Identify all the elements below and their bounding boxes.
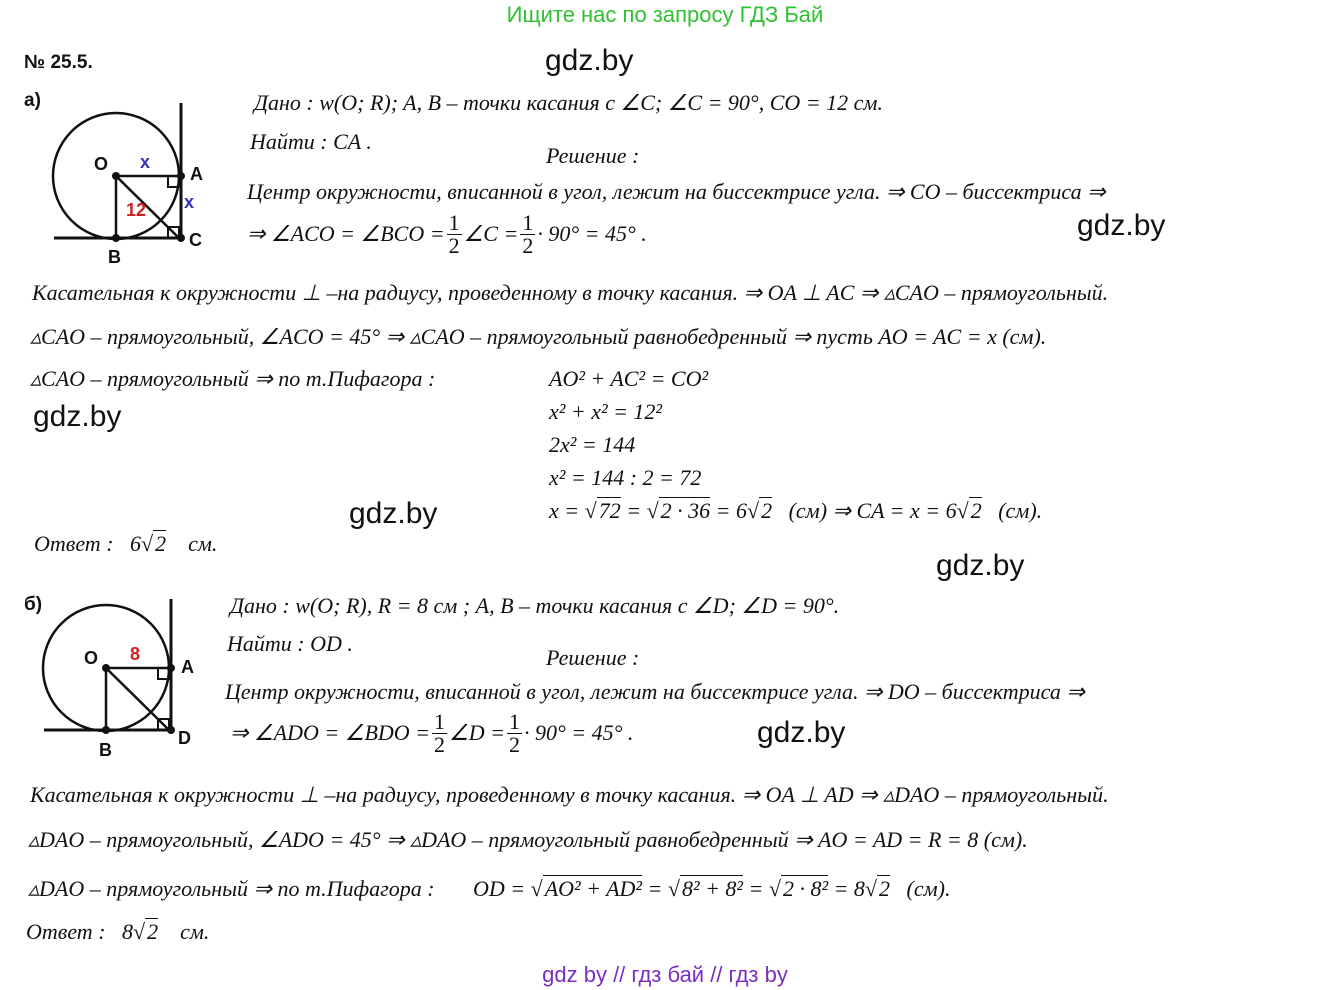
a-line-2-part3: · 90° = 45° . <box>537 221 647 246</box>
answer-unit: см. <box>188 531 218 556</box>
label-8: 8 <box>130 644 141 664</box>
a-line-1: Центр окружности, вписанной в угол, лежит на биссектрисе угла. ⇒ CO – биссектриса ⇒ <box>247 179 1106 204</box>
answer-label: Ответ : <box>26 919 106 944</box>
b-line-2-part1: ⇒ ∠ADO = ∠BDO = <box>230 720 430 745</box>
label-c: C <box>189 230 202 250</box>
denominator: 2 <box>522 232 534 258</box>
b-line-3: Касательная к окружности ⊥ –на радиусу, проведенному в точку касания. ⇒ OA ⊥ AD ⇒ ▵DAO – прямоугольный. <box>30 782 1109 807</box>
sqrt-8-8: 8² + 8² <box>681 876 744 901</box>
watermark: gdz.by <box>936 549 1025 582</box>
label-12: 12 <box>126 200 147 220</box>
eq-5-6: = 6 <box>715 498 747 523</box>
header-text: Ищите нас по запросу ГДЗ Бай <box>506 2 824 27</box>
answer-unit: см. <box>180 919 210 944</box>
numerator: 1 <box>434 708 445 734</box>
label-a: A <box>181 657 194 677</box>
sqrt-2: 2 <box>155 531 167 556</box>
a-line-2-part2: ∠C = <box>463 221 519 246</box>
b-line-1: Центр окружности, вписанной в угол, лежит на биссектрисе угла. ⇒ DO – биссектриса ⇒ <box>225 679 1085 704</box>
eq-sign: = <box>748 876 764 901</box>
numerator: 1 <box>448 209 460 235</box>
eq-4: x² = 144 : 2 = 72 <box>549 465 702 490</box>
sqrt-2-64: 2 · 8² <box>782 876 829 901</box>
point-b <box>102 726 110 734</box>
watermark: gdz.by <box>1077 209 1166 242</box>
b-line-5: ▵DAO – прямоугольный ⇒ по т.Пифагора : OD = √AO² + AD² = √8² + 8² = √2 · 8² = 8√2 (см). <box>28 876 951 901</box>
label-x-side: x <box>184 192 195 212</box>
point-o <box>102 664 110 672</box>
eq-5-eq: = <box>626 498 642 523</box>
eq-1: AO² + AC² = CO² <box>549 366 709 391</box>
unit: (см). <box>906 876 951 901</box>
find-a: Найти : CA . <box>250 129 372 154</box>
answer-a: Ответ : 6√2 см. <box>34 531 218 556</box>
fraction-half <box>507 708 522 757</box>
label-a: A <box>190 164 203 184</box>
label-d: D <box>178 728 191 748</box>
point-o <box>112 172 120 180</box>
sqrt-2: 2 <box>970 498 982 523</box>
b-line-2-part3: · 90° = 45° . <box>523 720 634 745</box>
b-line-5-text: ▵DAO – прямоугольный ⇒ по т.Пифагора : <box>28 876 435 901</box>
numerator: 1 <box>508 708 520 734</box>
eq-3: 2x² = 144 <box>549 432 636 457</box>
label-o: O <box>84 648 99 668</box>
a-line-4: ▵CAO – прямоугольный, ∠ACO = 45° ⇒ ▵CAO – прямоугольный равнобедренный ⇒ пусть AO = AC = x (см). <box>30 324 1047 349</box>
a-line-3: Касательная к окружности ⊥ –на радиусу, проведенному в точку касания. ⇒ OA ⊥ AC ⇒ ▵CAO – прямоугольный. <box>32 280 1109 305</box>
watermark: gdz.by <box>545 44 634 77</box>
figure-a <box>40 100 220 270</box>
problem-number: № 25.5. <box>24 52 93 73</box>
watermark: gdz.by <box>349 497 438 530</box>
figure-b <box>36 596 216 766</box>
watermark: gdz.by <box>757 716 846 749</box>
eq-5-x: x = <box>549 498 580 523</box>
a-line-2-part1: ⇒ ∠ACO = ∠BCO = <box>247 221 445 246</box>
denominator: 2 <box>448 232 460 258</box>
given-b: Дано : w(O; R), R = 8 см ; A, B – точки касания с ∠D; ∠D = 90°. <box>230 593 840 618</box>
point-c <box>177 234 185 242</box>
denominator: 2 <box>434 731 445 757</box>
label-o: O <box>94 154 109 174</box>
b-line-4: ▵DAO – прямоугольный, ∠ADO = 45° ⇒ ▵DAO – прямоугольный равнобедренный ⇒ AO = AD = R = 8 (см). <box>28 827 1028 852</box>
answer-value: 6 <box>130 531 142 556</box>
watermark: gdz.by <box>33 400 122 433</box>
footer-text: gdz by // гдз бай // гдз by <box>542 962 788 987</box>
eq-5-result: (см) ⇒ CA = x = 6 <box>788 498 957 523</box>
fraction-half <box>520 209 535 258</box>
answer-b: Ответ : 8√2 см. <box>26 919 210 944</box>
fraction-half <box>447 209 462 258</box>
label-x-top: x <box>140 152 151 172</box>
point-d <box>167 726 175 734</box>
label-b: B <box>99 740 112 760</box>
point-b <box>112 234 120 242</box>
sqrt-2: 2 <box>761 498 773 523</box>
label-b: B <box>108 247 121 267</box>
given-a: Дано : w(O; R); A, B – точки касания с ∠C; ∠C = 90°, CO = 12 см. <box>254 90 883 115</box>
eq-2: x² + x² = 12² <box>549 399 663 424</box>
b-line-2 <box>230 705 633 761</box>
a-line-2 <box>247 206 647 262</box>
od-label: OD = <box>473 876 526 901</box>
b-line-2-part2: ∠D = <box>449 720 505 745</box>
solution-title-b: Решение : <box>546 645 640 670</box>
eq-5-unit: (см). <box>998 498 1043 523</box>
sqrt-ao-ad: AO² + AD² <box>544 876 643 901</box>
point-a <box>177 172 185 180</box>
sqrt-72: 72 <box>598 498 621 523</box>
numerator: 1 <box>522 209 534 235</box>
a-line-5: ▵CAO – прямоугольный ⇒ по т.Пифагора : <box>30 366 436 391</box>
answer-value: 8 <box>122 919 134 944</box>
part-b-label: б) <box>24 594 43 615</box>
denominator: 2 <box>508 731 520 757</box>
sqrt-2: 2 <box>879 876 890 901</box>
answer-label: Ответ : <box>34 531 114 556</box>
fraction-half <box>432 708 447 757</box>
eq-sign: = <box>647 876 663 901</box>
find-b: Найти : OD . <box>227 631 353 656</box>
eq-5: x = √72 = √2 · 36 = 6√2 (см) ⇒ CA = x = 6√2 (см). <box>549 498 1043 523</box>
result-8: = 8 <box>833 876 865 901</box>
sqrt-2-36: 2 · 36 <box>660 498 711 523</box>
sqrt-2: 2 <box>147 919 159 944</box>
solution-title-a: Решение : <box>546 143 640 168</box>
part-a-label: а) <box>24 90 41 111</box>
point-a <box>167 664 175 672</box>
